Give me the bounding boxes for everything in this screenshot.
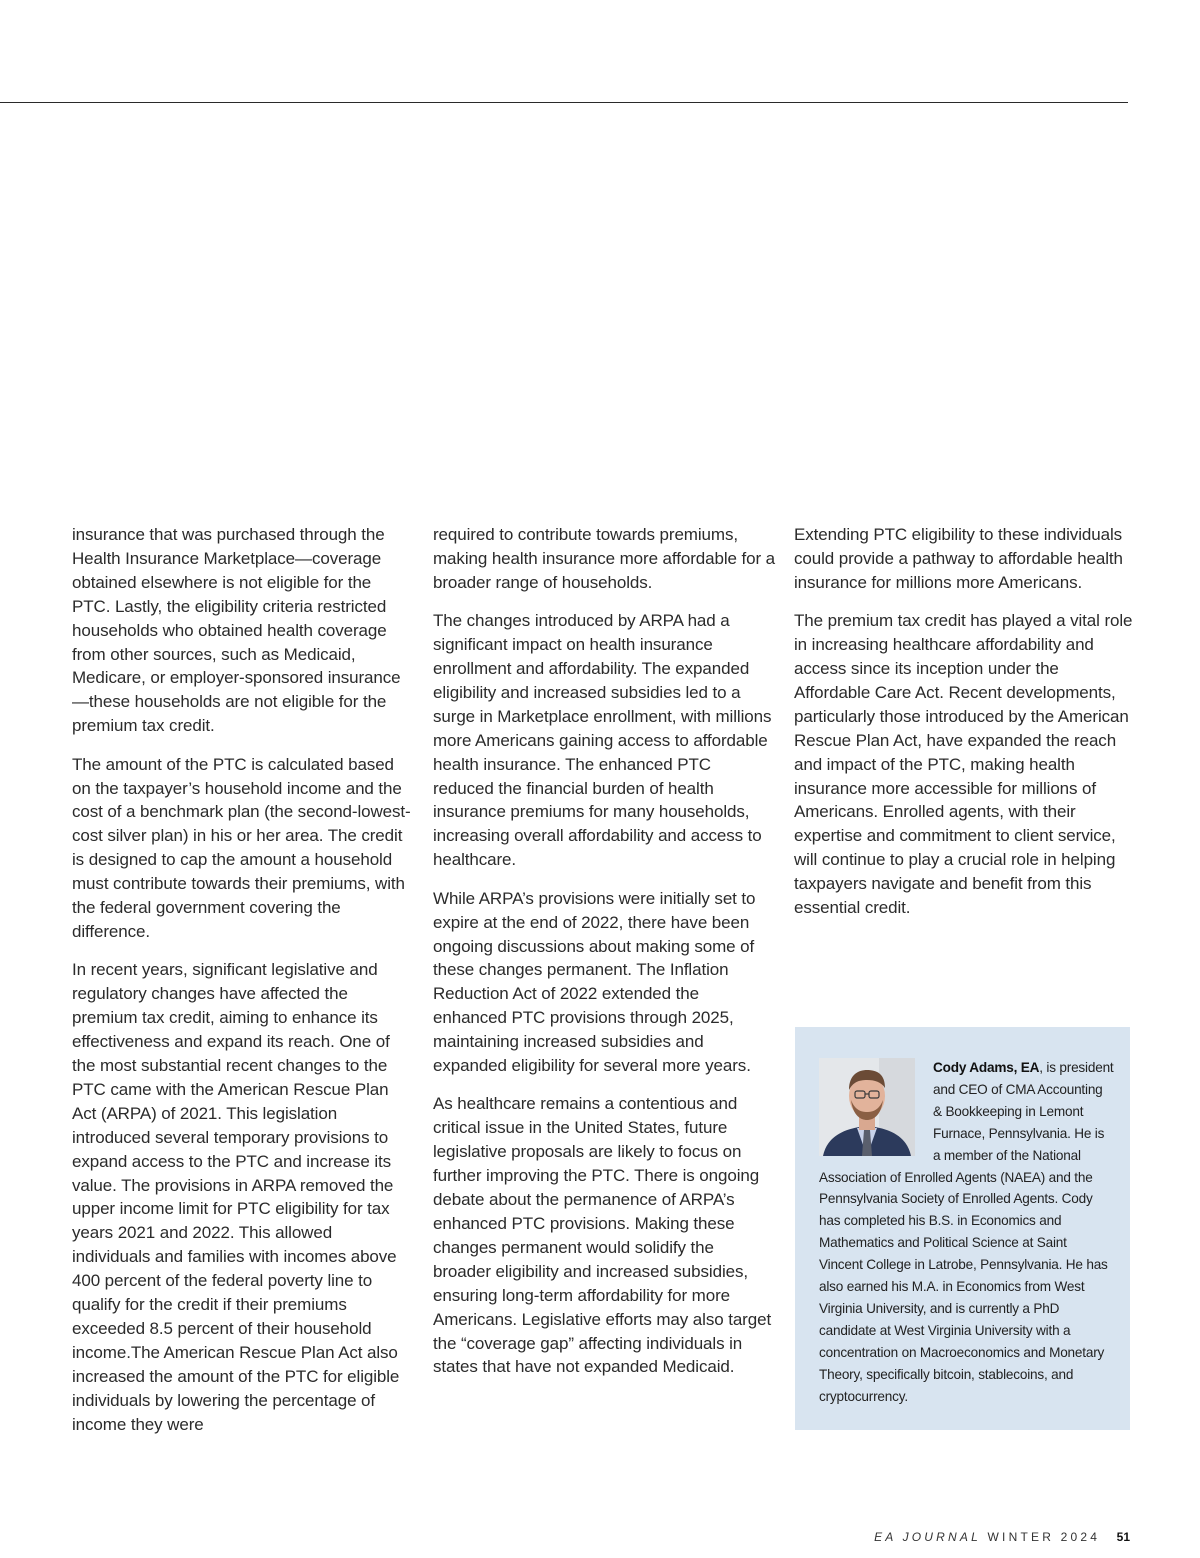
- page-footer: [874, 1530, 1130, 1544]
- paragraph: Extending PTC eligibility to these individuals could provide a pathway to affordable health insurance for millions more Americans.: [794, 525, 1123, 592]
- issue-label: WINTER 2024: [987, 1530, 1101, 1544]
- paragraph: required to contribute towards premiums, making health insurance more affordable for a broader range of households.: [433, 525, 775, 592]
- author-description: , is president and CEO of CMA Accounting & Bookkeeping in Lemont Furnace, Pennsylvania. He is a member of the National Association of Enrolled Agents (NAEA) and the Pennsylvania Society of Enrolled Agents. Cody has completed his B.S. in Economics and Mathematics and Political Science at Saint Vincent College in Latrobe, Pennsylvania. He has also earned his M.A. in Economics from West Virginia University, and is currently a PhD candidate at West Virginia University with a concentration on Macroeconomics and Monetary Theory, specifically bitcoin, stablecoins, and cryptocurrency.: [819, 1060, 1114, 1404]
- paragraph: In recent years, significant legislative and regulatory changes have affected the premium tax credit, aiming to enhance its effectiveness and expand its reach. One of the most substantial recent changes to the PTC came with the American Rescue Plan Act (ARPA) of 2021. This legislation introduced several temporary provisions to expand access to the PTC and increase its value. The provisions in ARPA removed the upper income limit for PTC eligibility for tax years 2021 and 2022. This allowed individuals and families with incomes above 400 percent of the federal poverty line to qualify for the credit if their premiums exceeded 8.5 percent of their household income.The American Rescue Plan Act also increased the amount of the PTC for eligible individuals by lowering the percentage of income they were: [72, 960, 400, 1434]
- header-rule: [0, 102, 1128, 103]
- article-column-2: [433, 523, 775, 1394]
- paragraph: The premium tax credit has played a vital role in increasing healthcare affordability and access since its inception under the Affordable Care Act. Recent developments, particularly those introduced by the American Rescue Plan Act, have expanded the reach and impact of the PTC, making health insurance more accessible for millions of Americans. Enrolled agents, with their expertise and commitment to client service, will continue to play a crucial role in helping taxpayers navigate and benefit from this essential credit.: [794, 611, 1133, 918]
- author-name: Cody Adams, EA: [933, 1060, 1040, 1075]
- paragraph: While ARPA’s provisions were initially set to expire at the end of 2022, there have been ongoing discussions about making some of these changes permanent. The Inflation Reduction Act of 2022 extended the enhanced PTC provisions through 2025, maintaining increased subsidies and expanded eligibility for several more years.: [433, 888, 756, 1076]
- article-column-3: [794, 523, 1134, 935]
- author-bio-box: [795, 1027, 1130, 1430]
- paragraph: The changes introduced by ARPA had a significant impact on health insurance enrollment and affordability. The expanded eligibility and increased subsidies led to a surge in Marketplace enrollment, with millions more Americans gaining access to affordable health insurance. The enhanced PTC reduced the financial burden of health insurance premiums for many households, increasing overall affordability and access to healthcare.: [433, 611, 772, 870]
- paragraph: As healthcare remains a contentious and critical issue in the United States, future legislative proposals are likely to focus on further improving the PTC. There is ongoing debate about the permanence of ARPA’s enhanced PTC provisions. Making these changes permanent would solidify the broader eligibility and increased subsidies, ensuring long-term affordability for more Americans. Legislative efforts may also target the “coverage gap” affecting individuals in states that have not expanded Medicaid.: [433, 1094, 772, 1377]
- journal-name: EA JOURNAL: [874, 1530, 981, 1544]
- page-number: 51: [1116, 1530, 1130, 1544]
- author-portrait-icon: [819, 1058, 915, 1156]
- article-column-1: [72, 523, 414, 1451]
- paragraph: The amount of the PTC is calculated based on the taxpayer’s household income and the cost of a benchmark plan (the second-lowest-cost silver plan) in his or her area. The credit is designed to cap the amount a household must contribute towards their premiums, with the federal government covering the difference.: [72, 754, 411, 941]
- paragraph: insurance that was purchased through the Health Insurance Marketplace—coverage obtained elsewhere is not eligible for the PTC. Lastly, the eligibility criteria restricted households who obtained health coverage from other sources, such as Medicaid, Medicare, or employer-sponsored insurance—these households are not eligible for the premium tax credit.: [72, 525, 401, 736]
- author-photo: [819, 1058, 915, 1156]
